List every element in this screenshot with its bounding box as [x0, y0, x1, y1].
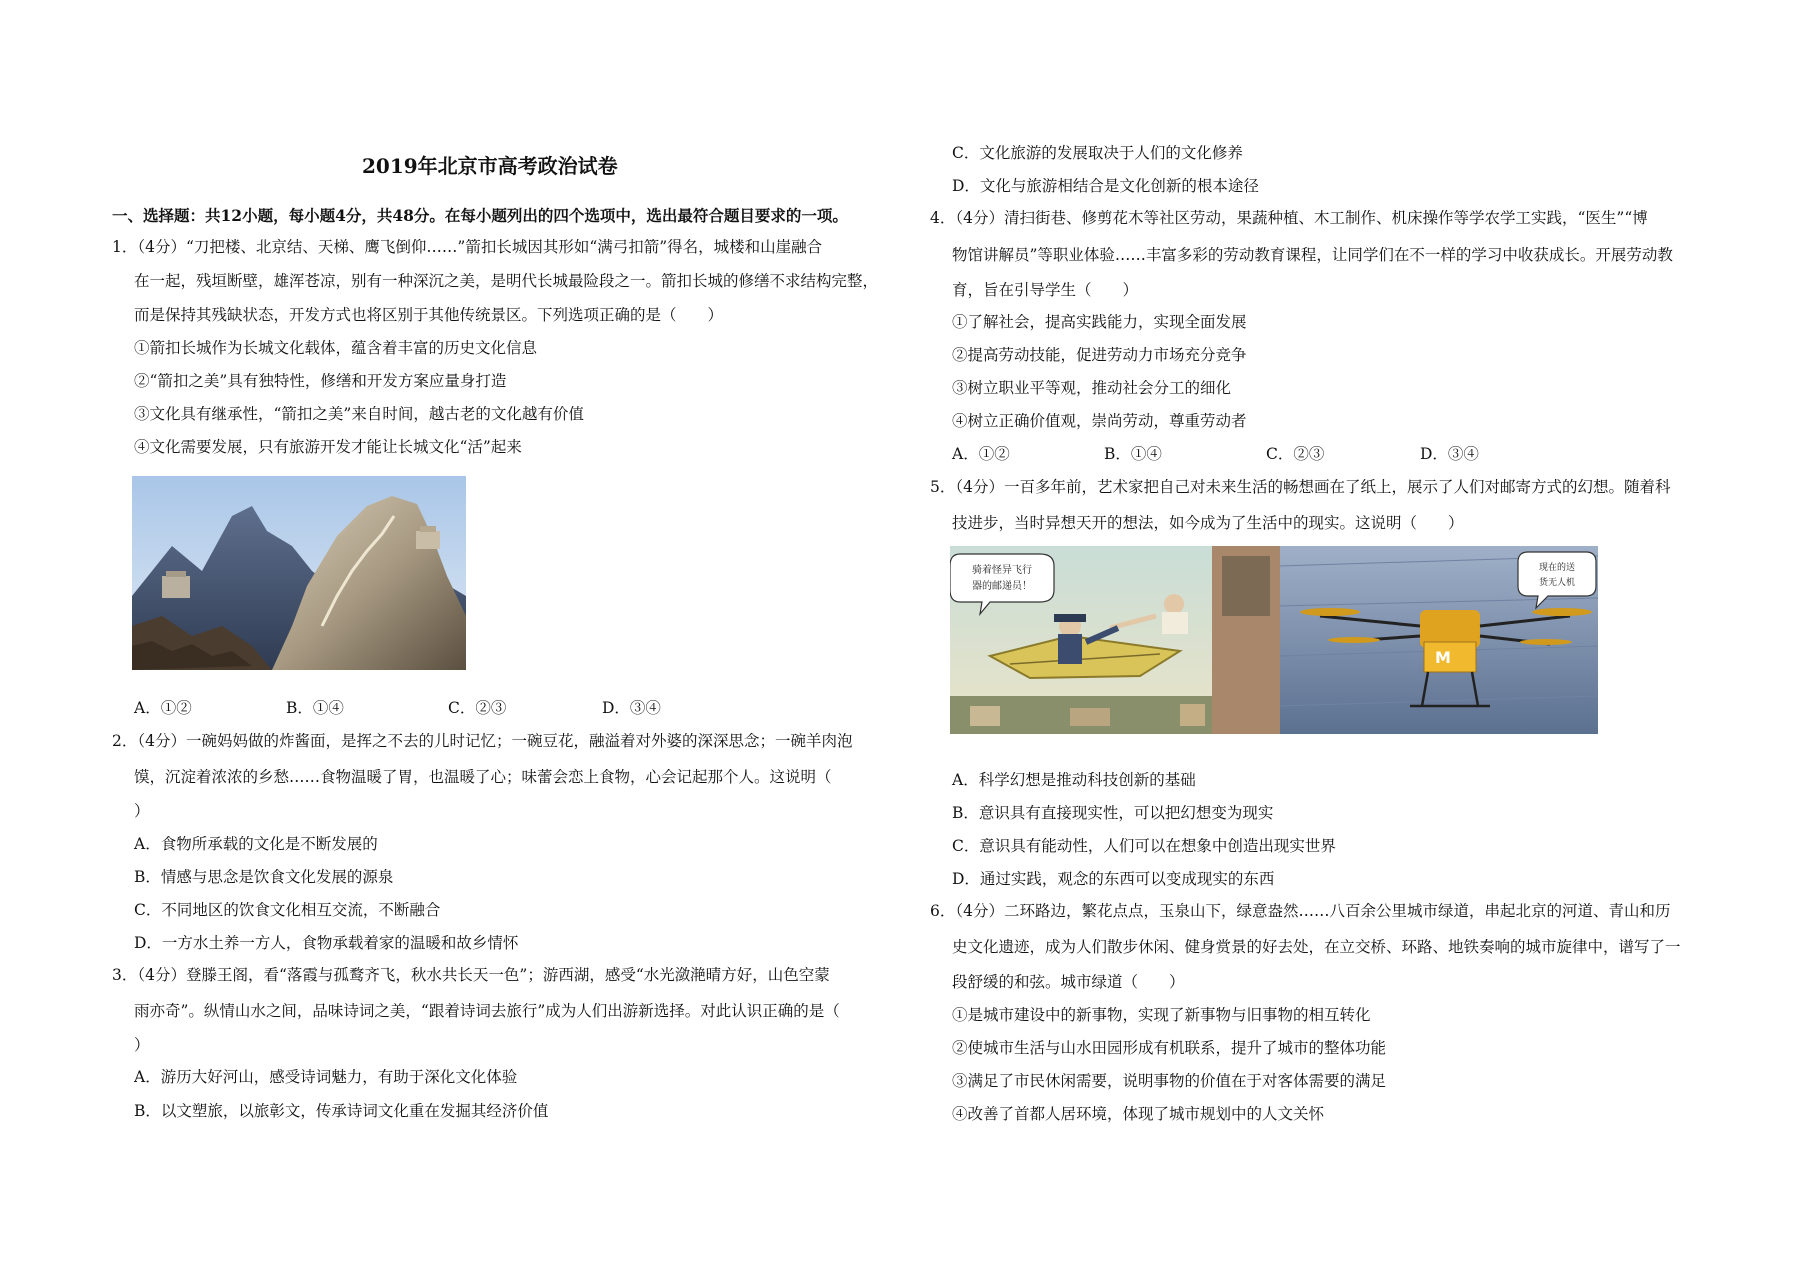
q2-option-c[interactable]: C．不同地区的饮食文化相互交流，不断融合: [134, 901, 441, 919]
q6-stem-line-2: 史文化遗迹，成为人们散步休闲、健身赏景的好去处，在立交桥、环路、地铁奏响的城市旋律中，谱写了一: [952, 938, 1681, 956]
q4-stem-line-1: 4．（4分）清扫街巷、修剪花木等社区劳动，果蔬种植、木工制作、机床操作等学农学工实践，“医生”“博: [930, 209, 1648, 227]
q4-option-a[interactable]: A．①②: [952, 445, 1010, 463]
q1-option-c[interactable]: C．②③: [448, 699, 507, 717]
q6-item-4: ④改善了首都人居环境，体现了城市规划中的人文关怀: [952, 1105, 1325, 1123]
drone-bubble-text: 现在的送: [1538, 563, 1576, 573]
q1-stem-line-3: 而是保持其残缺状态，开发方式也将区别于其他传统景区。下列选项正确的是（ ）: [134, 306, 724, 324]
q5-stem-line-1: 5．（4分）一百多年前，艺术家把自己对未来生活的畅想画在了纸上，展示了人们对邮寄方式的幻想。随着科: [930, 478, 1671, 496]
q1-option-a[interactable]: A．①②: [134, 699, 192, 717]
svg-text:器的邮递员！: 器的邮递员！: [972, 581, 1032, 592]
q2-option-a[interactable]: A．食物所承载的文化是不断发展的: [134, 835, 378, 853]
q3-stem-line-1: 3．（4分）登滕王阁，看“落霞与孤鹜齐飞，秋水共长天一色”；游西湖，感受“水光潋滟晴方好，山色空蒙: [112, 966, 830, 984]
section-heading: 一、选择题：共12小题，每小题4分，共48分。在每小题列出的四个选项中，选出最符合题目要求的一项。: [112, 206, 848, 225]
q6-stem-line-1: 6．（4分）二环路边，繁花点点，玉泉山下，绿意盎然……八百余公里城市绿道，串起北京的河道、青山和历: [930, 902, 1671, 920]
q3-option-b[interactable]: B．以文塑旅，以旅彰文，传承诗词文化重在发掘其经济价值: [134, 1102, 549, 1120]
q3-stem-line-2: 雨亦奇”。纵情山水之间，品味诗词之美，“跟着诗词去旅行”成为人们出游新选择。对此认识正确的是（: [134, 1002, 840, 1020]
q1-item-4: ④文化需要发展，只有旅游开发才能让长城文化“活”起来: [134, 438, 522, 456]
q4-item-3: ③树立职业平等观，推动社会分工的细化: [952, 379, 1232, 397]
q4-stem-line-2: 物馆讲解员”等职业体验……丰富多彩的劳动教育课程，让同学们在不一样的学习中收获成长。开展劳动教: [952, 246, 1673, 264]
q1-stem-line-1: 1．（4分）“刀把楼、北京结、天梯、鹰飞倒仰……”箭扣长城因其形如“满弓扣箭”得名，城楼和山崖融合: [112, 238, 823, 256]
q3-option-a[interactable]: A．游历大好河山，感受诗词魅力，有助于深化文化体验: [134, 1068, 518, 1086]
q4-option-b[interactable]: B．①④: [1104, 445, 1162, 463]
q5-option-d[interactable]: D．通过实践，观念的东西可以变成现实的东西: [952, 870, 1275, 888]
page-title: 2019年北京市高考政治试卷: [362, 154, 618, 178]
q1-option-b[interactable]: B．①④: [286, 699, 344, 717]
q4-item-1: ①了解社会，提高实践能力，实现全面发展: [952, 313, 1247, 331]
q5-option-b[interactable]: B．意识具有直接现实性，可以把幻想变为现实: [952, 804, 1274, 822]
q4-item-4: ④树立正确价值观，崇尚劳动，尊重劳动者: [952, 412, 1247, 430]
q5-option-a[interactable]: A．科学幻想是推动科技创新的基础: [952, 771, 1196, 789]
q4-option-d[interactable]: D．③④: [1420, 445, 1479, 463]
q6-item-3: ③满足了市民休闲需要，说明事物的价值在于对客体需要的满足: [952, 1072, 1387, 1090]
postal-comparison-figure: [950, 546, 1598, 734]
q5-stem-line-2: 技进步，当时异想天开的想法，如今成为了生活中的现实。这说明（ ）: [952, 514, 1464, 532]
q1-item-1: ①箭扣长城作为长城文化载体，蕴含着丰富的历史文化信息: [134, 339, 538, 357]
q2-stem-line-2: 馍，沉淀着浓浓的乡愁……食物温暖了胃，也温暖了心；味蕾会恋上食物，心会记起那个人。这说明（: [134, 768, 832, 786]
q2-option-b[interactable]: B．情感与思念是饮食文化发展的源泉: [134, 868, 394, 886]
great-wall-photo: [132, 476, 466, 670]
q1-option-d[interactable]: D．③④: [602, 699, 661, 717]
q2-option-d[interactable]: D．一方水土养一方人，食物承载着家的温暖和故乡情怀: [134, 934, 519, 952]
q4-stem-line-3: 育，旨在引导学生（ ）: [952, 281, 1139, 299]
svg-text:货无人机: 货无人机: [1538, 578, 1576, 588]
q3-stem-line-3: ）: [134, 1036, 150, 1054]
q3-option-c[interactable]: C．文化旅游的发展取决于人们的文化修养: [952, 144, 1243, 162]
q4-item-2: ②提高劳动技能，促进劳动力市场充分竞争: [952, 346, 1247, 364]
q6-stem-line-3: 段舒缓的和弦。城市绿道（ ）: [952, 973, 1185, 991]
q3-option-d[interactable]: D．文化与旅游相结合是文化创新的根本途径: [952, 177, 1259, 195]
q1-stem-line-2: 在一起，残垣断壁，雄浑苍凉，别有一种深沉之美，是明代长城最险段之一。箭扣长城的修缮不求结构完整，: [134, 272, 879, 290]
q2-stem-line-3: ）: [134, 802, 150, 820]
q5-option-c[interactable]: C．意识具有能动性，人们可以在想象中创造出现实世界: [952, 837, 1336, 855]
svg-text:M: M: [1435, 648, 1451, 667]
q2-stem-line-1: 2．（4分）一碗妈妈做的炸酱面，是挥之不去的儿时记忆；一碗豆花，融溢着对外婆的深深思念；一碗羊肉泡: [112, 732, 853, 750]
q6-item-2: ②使城市生活与山水田园形成有机联系，提升了城市的整体功能: [952, 1039, 1387, 1057]
vintage-bubble-text: 骑着怪异飞行: [972, 565, 1032, 576]
q4-option-c[interactable]: C．②③: [1266, 445, 1325, 463]
q1-item-2: ②“箭扣之美”具有独特性，修缮和开发方案应量身打造: [134, 372, 507, 390]
q6-item-1: ①是城市建设中的新事物，实现了新事物与旧事物的相互转化: [952, 1006, 1371, 1024]
q1-item-3: ③文化具有继承性，“箭扣之美”来自时间，越古老的文化越有价值: [134, 405, 584, 423]
